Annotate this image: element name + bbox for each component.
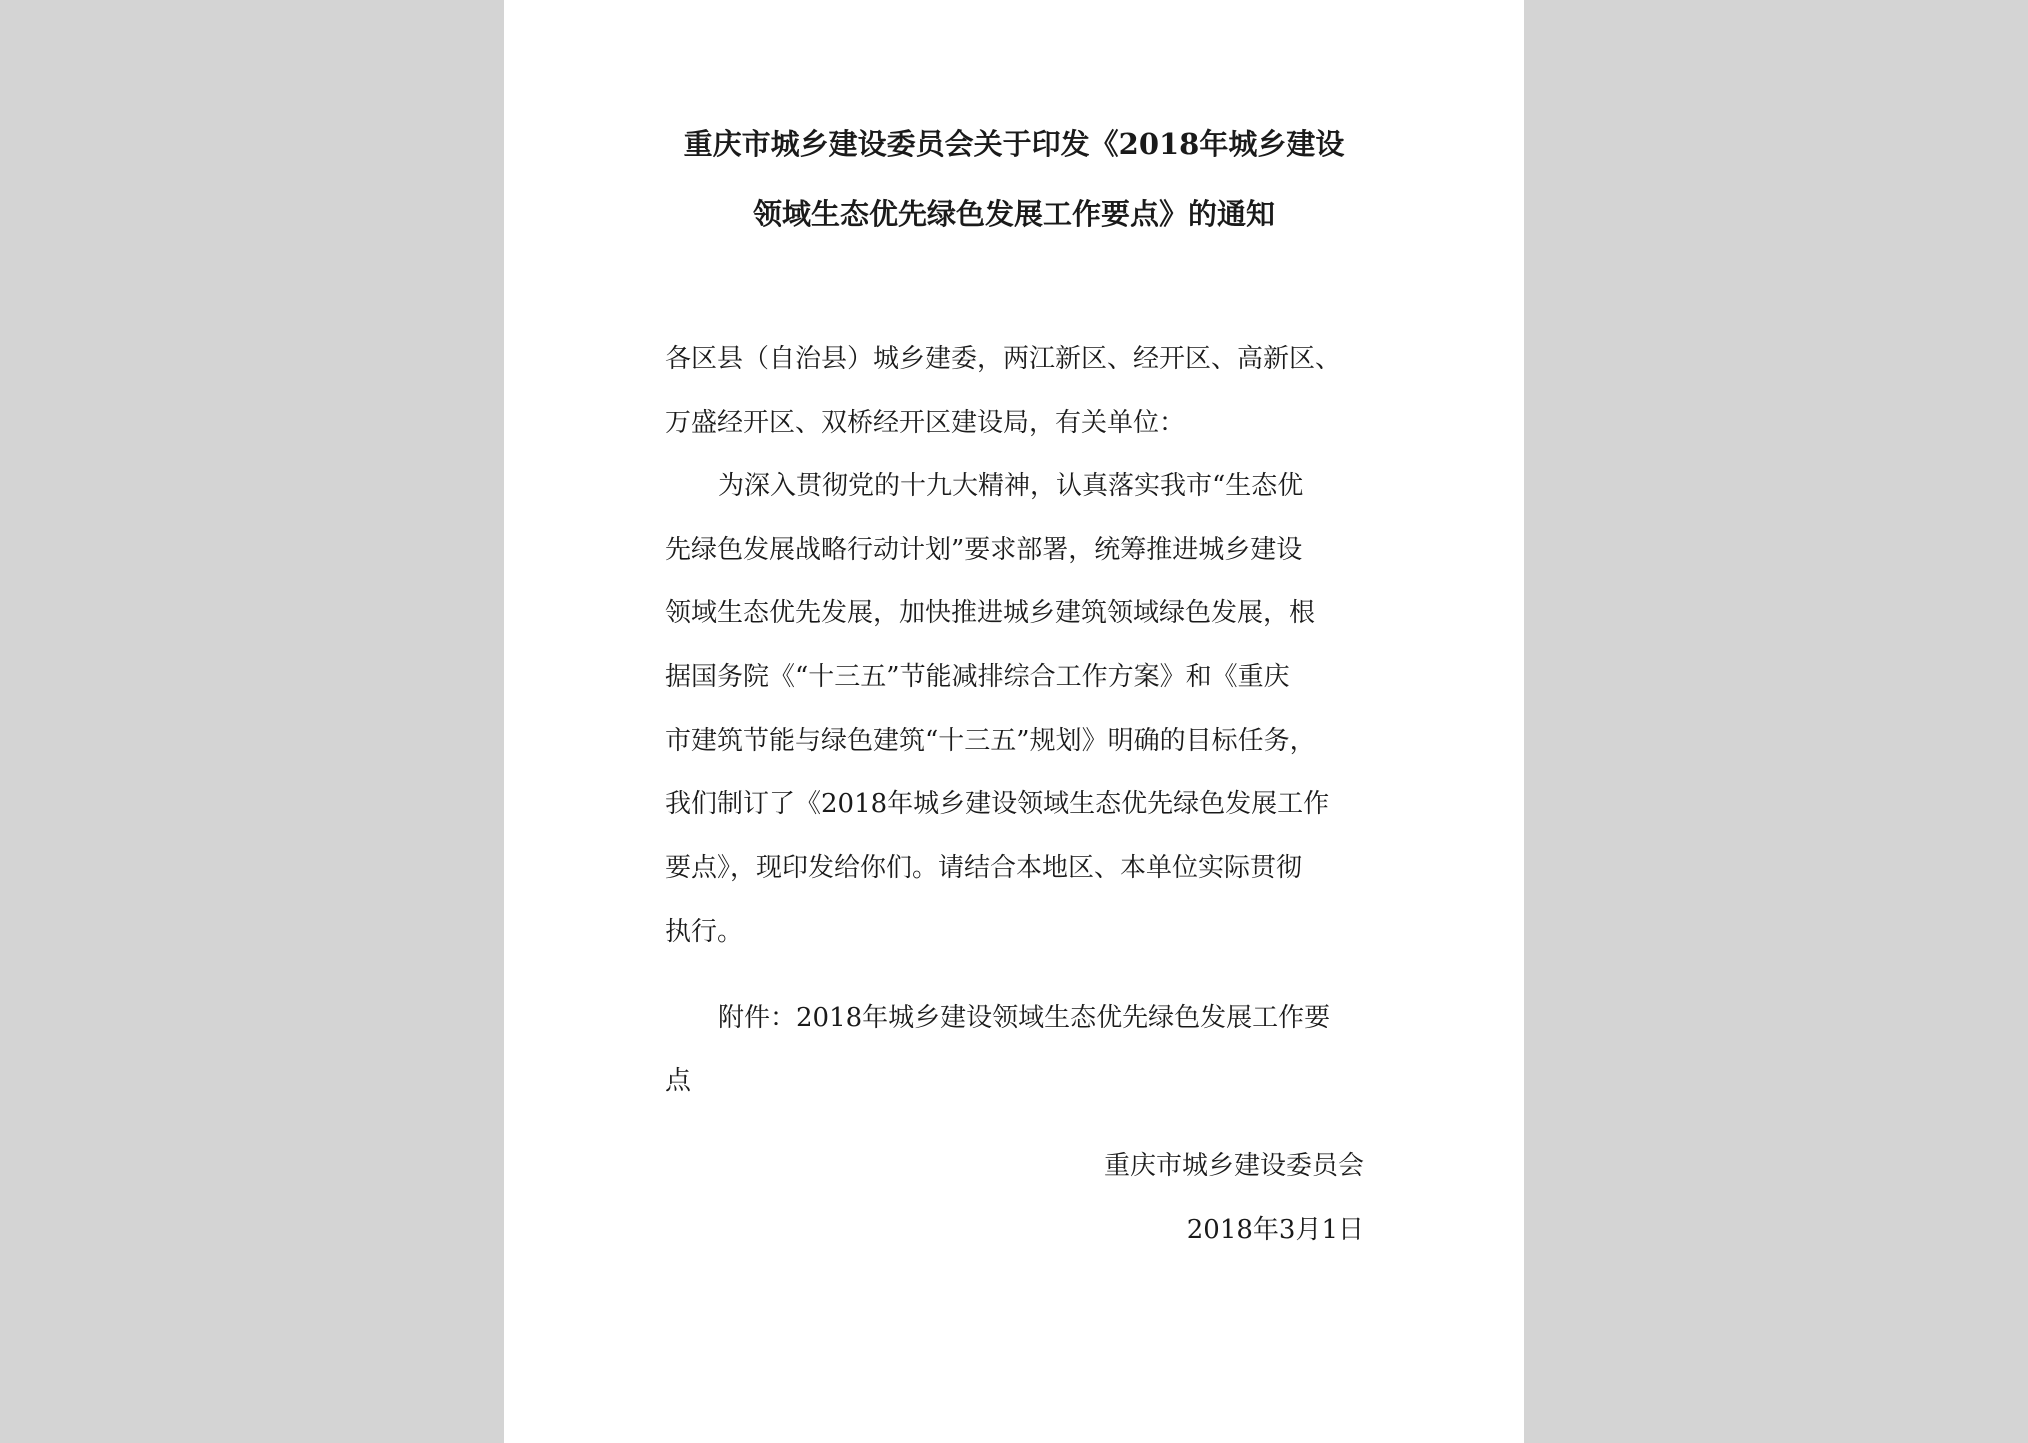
document-page [504, 0, 1524, 1443]
body-line: 为深入贯彻党的十九大精神，认真落实我市“生态优 [718, 471, 1304, 501]
signature-organization: 重庆市城乡建设委员会 [1103, 1151, 1364, 1181]
body-line: 市建筑节能与绿色建筑“十三五”规划》明确的目标任务， [665, 726, 1316, 756]
attachment-line-2: 点 [665, 1066, 692, 1096]
body-line: 我们制订了《2018年城乡建设领域生态优先绿色发展工作 [665, 789, 1330, 819]
body-line: 执行。 [665, 917, 744, 947]
body-line: 要点》，现印发给你们。请结合本地区、本单位实际贯彻 [665, 853, 1303, 883]
document-title-line-2: 领域生态优先绿色发展工作要点》的通知 [752, 197, 1275, 231]
document-title-line-1: 重庆市城乡建设委员会关于印发《2018年城乡建设 [683, 127, 1345, 161]
signature-date: 2018年3月1日 [1186, 1215, 1364, 1245]
addressee-line-1: 各区县（自治县）城乡建委，两江新区、经开区、高新区、 [665, 344, 1342, 374]
attachment-line-1: 附件：2018年城乡建设领域生态优先绿色发展工作要 [718, 1003, 1331, 1033]
body-line: 领域生态优先发展，加快推进城乡建筑领域绿色发展，根 [665, 598, 1316, 628]
body-line: 先绿色发展战略行动计划”要求部署，统筹推进城乡建设 [665, 535, 1303, 565]
addressee-line-2: 万盛经开区、双桥经开区建设局，有关单位： [665, 408, 1186, 438]
body-line: 据国务院《“十三五”节能减排综合工作方案》和《重庆 [665, 662, 1290, 692]
